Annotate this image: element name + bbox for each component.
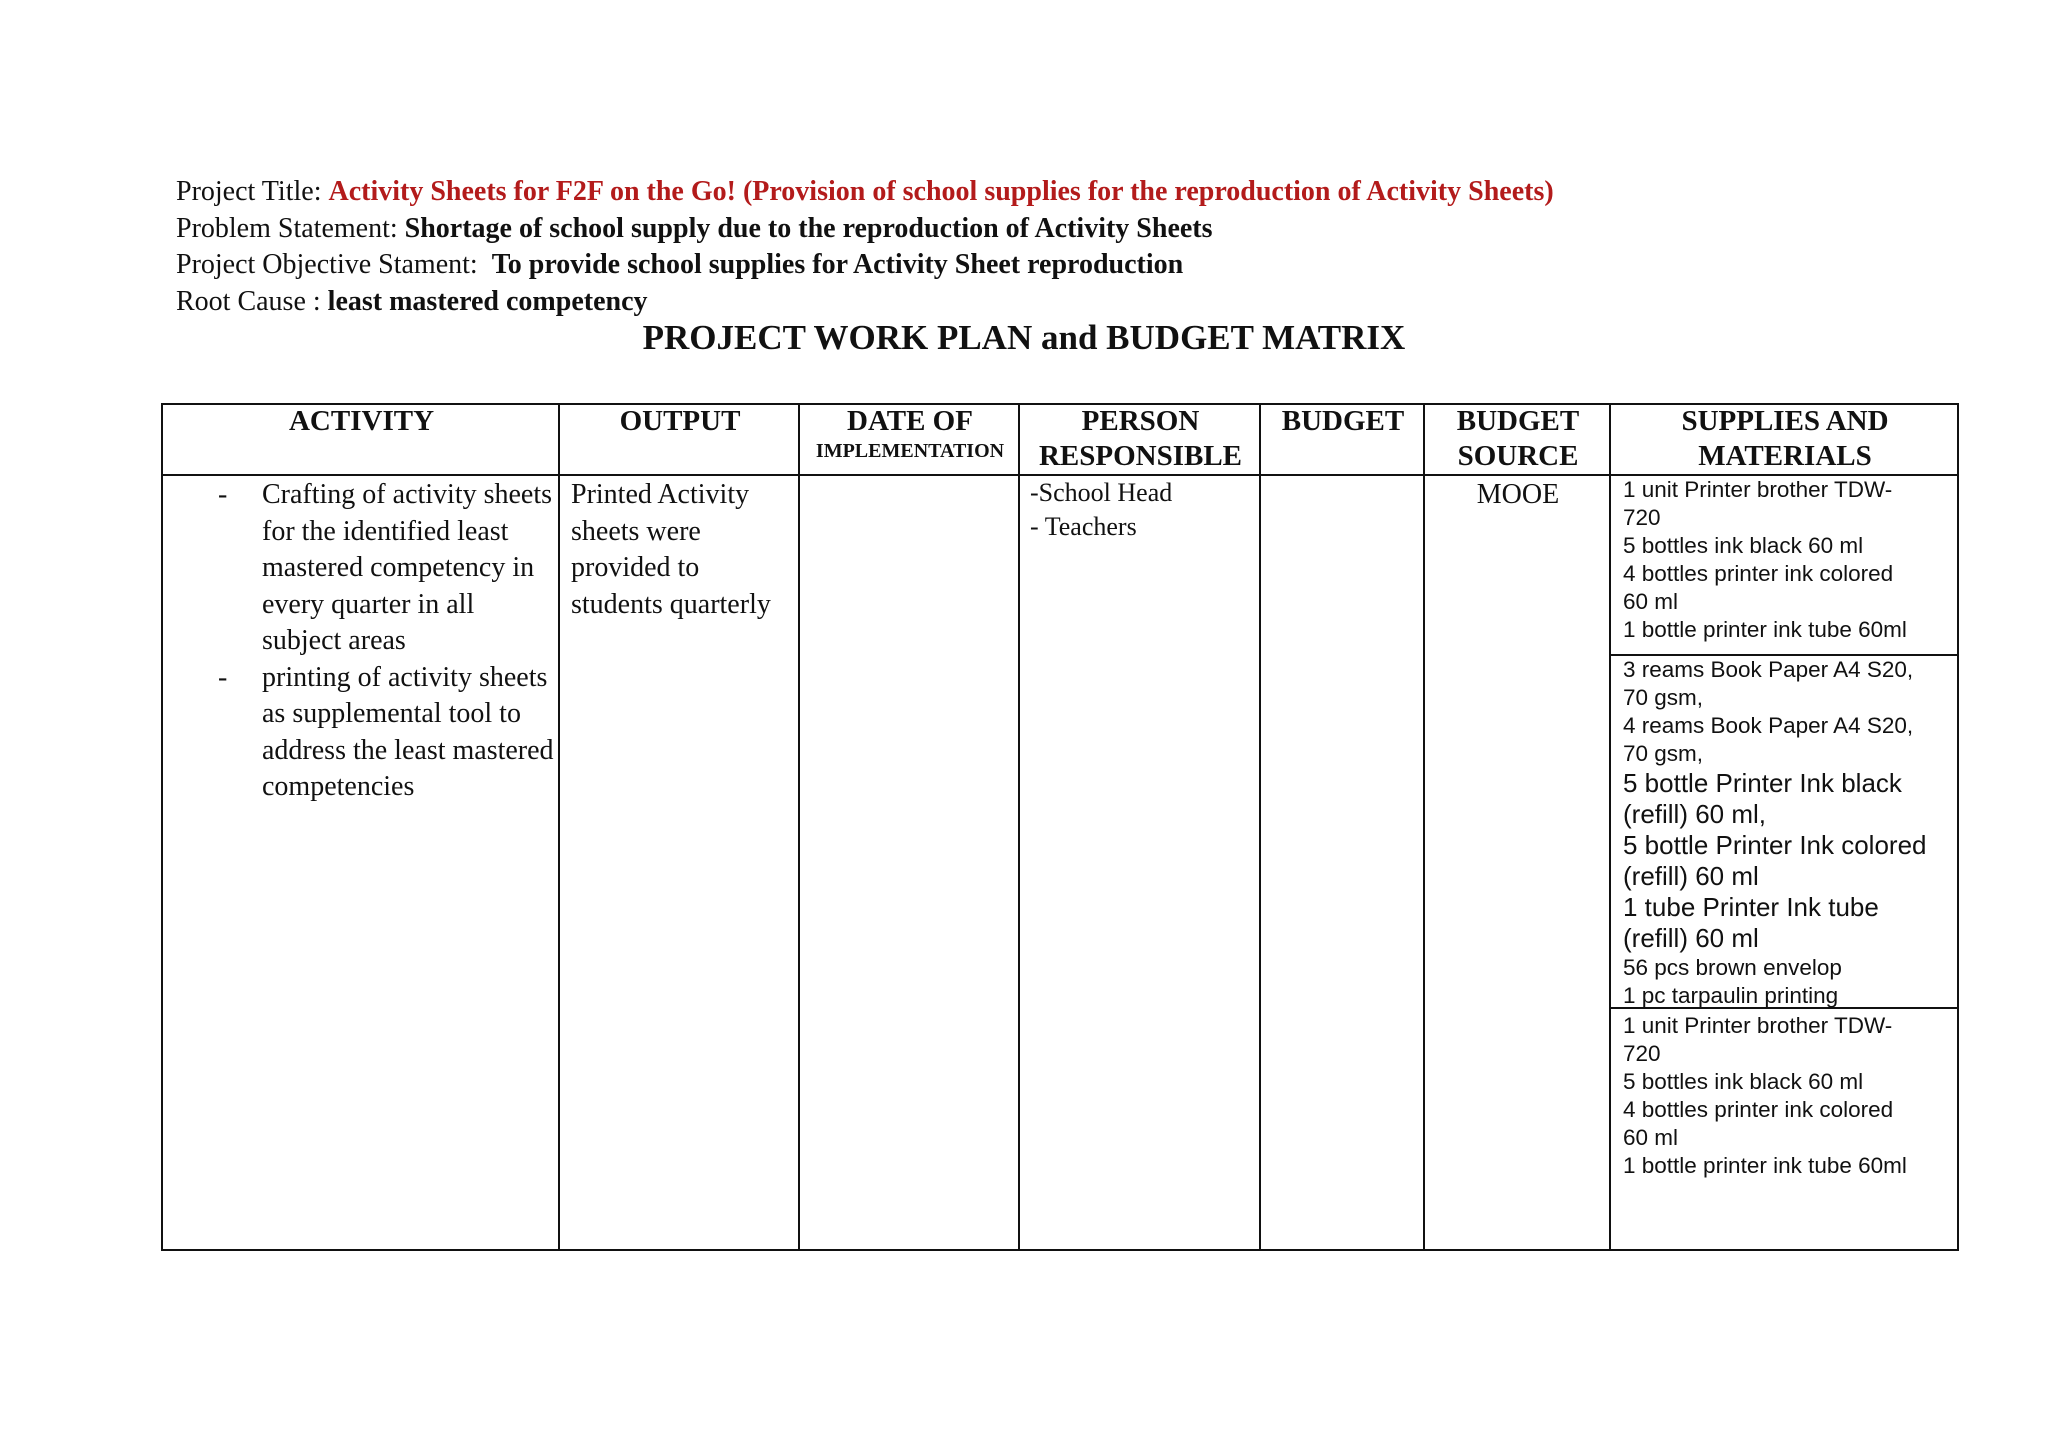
header-activity: ACTIVITY bbox=[288, 405, 435, 437]
col-divider-4 bbox=[1259, 403, 1261, 1251]
activity-list bbox=[214, 477, 554, 806]
supply-item: 5 bottles ink black 60 ml bbox=[1623, 1069, 1864, 1094]
table-right-border bbox=[1957, 403, 1959, 1251]
supply-item: 1 unit Printer brother TDW- bbox=[1623, 1013, 1893, 1038]
supplies-block-3 bbox=[1623, 1012, 1953, 1180]
page-title: PROJECT WORK PLAN and BUDGET MATRIX bbox=[642, 318, 1406, 357]
supply-item: 1 tube Printer Ink tube bbox=[1623, 892, 1879, 922]
supply-item: (refill) 60 ml, bbox=[1623, 799, 1767, 829]
col-divider-5 bbox=[1423, 403, 1425, 1251]
supply-item: 5 bottle Printer Ink colored bbox=[1623, 830, 1927, 860]
objective-label: Project Objective Stament: bbox=[176, 249, 492, 280]
project-title-row bbox=[176, 174, 1554, 211]
project-header bbox=[176, 174, 1554, 320]
supply-item: 56 pcs brown envelop bbox=[1623, 955, 1842, 980]
supply-item: 1 bottle printer ink tube 60ml bbox=[1623, 1153, 1907, 1178]
supply-item: 1 unit Printer brother TDW- bbox=[1623, 477, 1893, 502]
problem-statement-value: Shortage of school supply due to the reproduction of Activity Sheets bbox=[404, 212, 1213, 244]
supply-item: (refill) 60 ml bbox=[1623, 861, 1759, 891]
col-divider-2 bbox=[798, 403, 800, 1251]
person-responsible-cell bbox=[1030, 476, 1255, 544]
project-title-value: Activity Sheets for F2F on the Go! (Provision of school supplies for the reproduction of Activity Sheets) bbox=[328, 176, 1554, 207]
problem-statement-label: Problem Statement: bbox=[176, 212, 405, 244]
root-cause-label: Root Cause : bbox=[176, 285, 328, 317]
supply-item: 70 gsm, bbox=[1623, 741, 1704, 766]
header-person-responsible: PERSON RESPONSIBLE bbox=[1038, 405, 1243, 472]
header-output: OUTPUT bbox=[619, 405, 741, 437]
project-title-label: Project Title: bbox=[176, 176, 329, 207]
header-budget: BUDGET bbox=[1281, 405, 1405, 437]
supply-item: 720 bbox=[1623, 1041, 1661, 1066]
supply-item: 1 bottle printer ink tube 60ml bbox=[1623, 617, 1907, 642]
activity-item: - Crafting of activity sheets for the identified least mastered competency in every quarter in all subject areas bbox=[214, 477, 554, 660]
supply-item: 5 bottle Printer Ink black bbox=[1623, 768, 1902, 798]
output-cell: Printed Activity sheets were provided to students quarterly bbox=[571, 479, 771, 620]
table-left-border bbox=[161, 403, 163, 1251]
supply-item: 4 bottles printer ink colored bbox=[1623, 1097, 1894, 1122]
supply-item: 60 ml bbox=[1623, 589, 1679, 614]
objective-value: To provide school supplies for Activity Sheet reproduction bbox=[491, 249, 1184, 280]
supply-item: 1 pc tarpaulin printing bbox=[1623, 983, 1839, 1008]
col-divider-3 bbox=[1018, 403, 1020, 1251]
root-cause-row bbox=[176, 284, 1554, 321]
activity-item: - printing of activity sheets as supplemental tool to address the least mastered competencies bbox=[214, 660, 554, 806]
supply-item: 4 reams Book Paper A4 S20, bbox=[1623, 713, 1914, 738]
supply-item: 4 bottles printer ink colored bbox=[1623, 561, 1894, 586]
supply-item: 720 bbox=[1623, 505, 1661, 530]
table-bottom-border bbox=[161, 1249, 1959, 1251]
person-item: -School Head bbox=[1030, 478, 1173, 507]
supply-item: 70 gsm, bbox=[1623, 685, 1704, 710]
header-date-of-implementation: DATE OF IMPLEMENTATION bbox=[815, 405, 1005, 462]
objective-row bbox=[176, 247, 1554, 284]
col-divider-6 bbox=[1609, 403, 1611, 1251]
supply-item: 60 ml bbox=[1623, 1125, 1679, 1150]
supply-item: 3 reams Book Paper A4 S20, bbox=[1623, 657, 1914, 682]
root-cause-value: least mastered competency bbox=[327, 285, 648, 317]
supply-item: (refill) 60 ml bbox=[1623, 923, 1759, 953]
header-budget-source: BUDGET SOURCE bbox=[1456, 405, 1580, 472]
supplies-block-2 bbox=[1623, 656, 1953, 1010]
problem-statement-row bbox=[176, 211, 1554, 248]
header-supplies-and-materials: SUPPLIES AND MATERIALS bbox=[1681, 405, 1889, 472]
person-item: - Teachers bbox=[1030, 512, 1137, 541]
supply-item: 5 bottles ink black 60 ml bbox=[1623, 533, 1864, 558]
budget-source-cell: MOOE bbox=[1476, 479, 1560, 510]
col-divider-1 bbox=[558, 403, 560, 1251]
supplies-block-1 bbox=[1623, 476, 1953, 644]
